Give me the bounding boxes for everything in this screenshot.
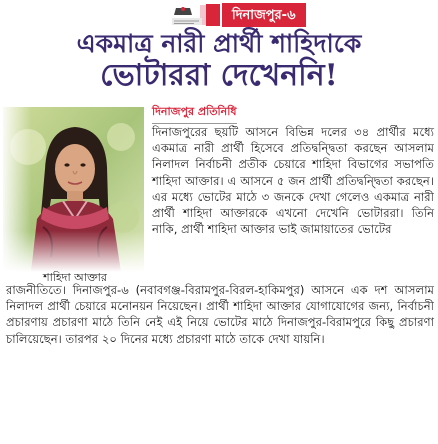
photo-caption: শাহিদা আক্তার <box>43 271 107 284</box>
article-body-column: দিনাজপুরের ছয়টি আসনে বিভিন্ন দলের ৩৪ প্রার্থীর মধ্যে একমাত্র নারী প্রার্থী হিসেবে প্রতিদ্বন্দ্বিতা করছেন আসলাম নিলাদল নির্বাচনী প্রতীক চেয়ারে শাহিদা বিভাগের সভাপতি শাহিদা আক্তার। এ আসনে ৫ জন প্রার্থী প্রতিদ্বন্দ্বিতা করছেন। এর মধ্যে ভোটের মাঠে ৩ জনকে দেখা গেলেও একমাত্র নারী প্রার্থী শাহিদা আক্তারকে এখনো দেখেনি ভোটাররা। তিনি নাকি, প্রার্থী শাহিদা আক্তার ভাই জামায়াতের ভোটের <box>152 125 434 237</box>
article-body-full-width: রাজনীতিতে। দিনাজপুর-৬ (নবাবগঞ্জ-বিরামপুর-বিরল-হাকিমপুর) আসনে এক দশ আসলাম নিলাদল প্রার্থী চেয়ারে মনোনয়ন নিয়েছেন। প্রার্থী শাহিদা আক্তার যোগাযোগের জন্য, নির্বাচনী প্রচারণায় প্রচারণা মাঠে তিনি নেই এই নিয়ে ভোটের মাঠে দিনাজপুর-বিরামপুরে কিছু প্রচারণা চালিয়েছেন। তারপর ২০ দিনের মধ্যে প্রচারণা মাঠে তাকে দেখা যায়নি। <box>6 283 434 346</box>
section-tag: দিনাজপুর-৬ <box>222 3 306 27</box>
candidate-photo <box>3 107 144 272</box>
headline <box>0 28 438 92</box>
headline-line-1: একমাত্র নারী প্রার্থী শাহিদাকে <box>76 29 362 58</box>
byline: দিনাজপুর প্রতিনিধি <box>152 103 237 124</box>
headline-line-2: ভোটাররা দেখেননি! <box>100 58 338 93</box>
newspaper-logo-icon <box>170 3 222 27</box>
masthead <box>170 3 306 27</box>
